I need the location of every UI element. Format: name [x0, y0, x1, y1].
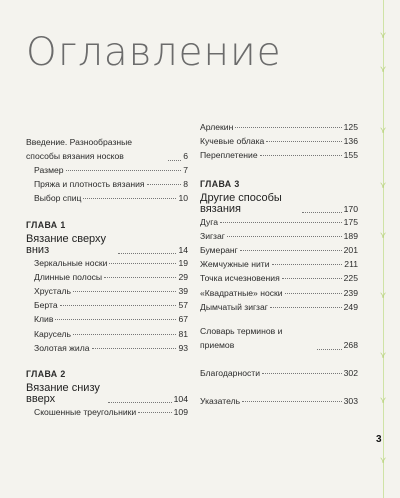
toc-entry-label: Скошенные треугольники: [34, 406, 137, 417]
arrow-icon: ⋎: [379, 64, 387, 74]
toc-entry[interactable]: [200, 324, 358, 352]
toc-entry-page: 81: [178, 328, 188, 339]
toc-entry[interactable]: [200, 286, 358, 300]
leader-dots: [240, 250, 342, 251]
toc-entry-page: 189: [343, 230, 358, 241]
toc-entry-page: 155: [343, 150, 358, 161]
arrow-icon: ⋎: [379, 455, 387, 465]
toc-entry-page: 170: [343, 203, 358, 214]
toc-entry[interactable]: [26, 284, 188, 298]
toc-entry-label: Жемчужные нити: [200, 259, 270, 270]
toc-entry-label: «Квадратные» носки: [200, 287, 283, 298]
leader-dots: [92, 348, 177, 349]
toc-entry-label: Золотая жила: [34, 342, 90, 353]
arrow-icon: ⋎: [379, 290, 387, 300]
toc-entry[interactable]: [26, 298, 188, 312]
leader-dots: [138, 412, 171, 413]
toc-entry[interactable]: [200, 148, 358, 162]
toc-entry-label: Берта: [34, 300, 58, 311]
leader-dots: [104, 277, 176, 278]
toc-entry[interactable]: [26, 177, 188, 191]
toc-entry[interactable]: [26, 405, 188, 419]
toc-entry-label: Зигзаг: [200, 230, 225, 241]
arrow-icon: ⋎: [379, 125, 387, 135]
leader-dots: [282, 278, 342, 279]
page-number: 3: [376, 434, 382, 445]
toc-entry-page: 175: [343, 216, 358, 227]
leader-dots: [55, 319, 176, 320]
toc-entry[interactable]: [200, 394, 358, 408]
chapter-title: Вязание сверху вниз: [26, 232, 107, 256]
toc-entry-label: Указатель: [200, 396, 241, 407]
toc-entry-page: 8: [183, 179, 188, 190]
toc-right-column: [200, 120, 358, 408]
page-title: Оглавление: [26, 30, 282, 75]
chapter-title: Другие способы вязания: [200, 191, 282, 215]
toc-entry-label: Зеркальные носки: [34, 257, 108, 268]
leader-dots: [83, 198, 176, 199]
toc-entry-label: Длинные полосы: [34, 271, 103, 282]
toc-entry[interactable]: [26, 135, 188, 163]
leader-dots: [60, 305, 177, 306]
toc-entry-label: Карусель: [34, 328, 71, 339]
toc-entry-label: Бумеранг: [200, 244, 238, 255]
leader-dots: [73, 334, 176, 335]
leader-dots: [302, 212, 342, 213]
toc-entry-page: 239: [343, 287, 358, 298]
toc-entry[interactable]: [200, 257, 358, 271]
leader-dots: [73, 291, 176, 292]
leader-dots: [317, 349, 342, 350]
chapter-title-entry[interactable]: [200, 191, 358, 215]
toc-entry-label: Переплетение: [200, 150, 258, 161]
toc-entry-page: 14: [178, 244, 188, 255]
toc-entry-label: Размер: [34, 165, 64, 175]
leader-dots: [220, 222, 342, 223]
toc-entry-page: 104: [173, 393, 188, 404]
toc-entry-page: 29: [178, 271, 188, 282]
leader-dots: [66, 170, 182, 171]
toc-entry-label: Словарь терминов и приемов: [200, 325, 283, 350]
toc-entry[interactable]: [200, 215, 358, 229]
leader-dots: [270, 307, 342, 308]
leader-dots: [260, 155, 342, 156]
toc-entry[interactable]: [26, 327, 188, 341]
leader-dots: [118, 253, 176, 254]
chapter-heading: ГЛАВА 3: [200, 178, 240, 189]
toc-entry-label: Кучевые облака: [200, 136, 265, 147]
toc-entry-label: Пряжа и плотность вязания: [34, 179, 145, 190]
toc-entry-label: Хрусталь: [34, 285, 72, 296]
toc-entry-page: 6: [183, 151, 188, 161]
toc-entry-page: 39: [178, 285, 188, 296]
toc-entry-page: 67: [178, 314, 188, 325]
chapter-title: Вязание снизу вверх: [26, 381, 100, 405]
toc-entry[interactable]: [200, 366, 358, 380]
arrow-icon: ⋎: [379, 395, 387, 405]
leader-dots: [272, 264, 343, 265]
chapter-title-entry[interactable]: [26, 232, 188, 256]
leader-dots: [262, 373, 342, 374]
toc-left-column: [26, 135, 188, 419]
arrow-icon: ⋎: [379, 350, 387, 360]
toc-entry-page: 109: [173, 406, 188, 417]
leader-dots: [266, 141, 341, 142]
toc-entry-label: Дымчатый зигзаг: [200, 301, 268, 312]
chapter-heading: ГЛАВА 1: [26, 219, 66, 230]
leader-dots: [168, 160, 181, 161]
toc-entry-page: 249: [343, 301, 358, 312]
arrow-icon: ⋎: [379, 30, 387, 40]
toc-entry-label: Благодарности: [200, 367, 261, 378]
toc-entry[interactable]: [26, 256, 188, 270]
arrow-icon: ⋎: [379, 180, 387, 190]
toc-entry[interactable]: [26, 312, 188, 326]
leader-dots: [227, 236, 342, 237]
toc-entry-label: Введение. Разнообразные способы вязания носков: [26, 137, 133, 161]
toc-entry[interactable]: [26, 341, 188, 355]
toc-entry[interactable]: [200, 134, 358, 148]
toc-entry[interactable]: [200, 229, 358, 243]
toc-entry-label: Точка исчезновения: [200, 273, 280, 284]
decorative-rail: [383, 0, 384, 498]
leader-dots: [285, 293, 342, 294]
leader-dots: [242, 401, 342, 402]
toc-entry-page: 7: [183, 165, 188, 175]
toc-entry-label: Выбор спиц: [34, 193, 82, 204]
leader-dots: [109, 263, 176, 264]
toc-entry[interactable]: [26, 163, 188, 177]
toc-entry[interactable]: [200, 271, 358, 285]
chapter-heading: ГЛАВА 2: [26, 368, 66, 379]
toc-entry-page: 136: [343, 136, 358, 147]
toc-entry[interactable]: [26, 270, 188, 284]
toc-entry-label: Дуга: [200, 216, 219, 227]
toc-entry[interactable]: [200, 300, 358, 314]
leader-dots: [147, 184, 182, 185]
toc-entry-label: Арлекин: [200, 122, 234, 132]
toc-entry-page: 268: [343, 339, 358, 350]
toc-entry[interactable]: [26, 191, 188, 205]
toc-entry-page: 19: [178, 257, 188, 268]
toc-entry[interactable]: [200, 243, 358, 257]
toc-entry-page: 201: [343, 244, 358, 255]
toc-entry-page: 10: [178, 193, 188, 204]
leader-dots: [235, 127, 341, 128]
leader-dots: [108, 402, 172, 403]
toc-entry-page: 93: [178, 342, 188, 353]
toc-entry[interactable]: [200, 120, 358, 134]
toc-entry-page: 303: [343, 396, 358, 407]
toc-entry-page: 125: [343, 122, 358, 132]
arrow-icon: ⋎: [379, 230, 387, 240]
toc-entry-label: Клив: [34, 314, 54, 325]
chapter-title-entry[interactable]: [26, 381, 188, 405]
toc-entry-page: 302: [343, 367, 358, 378]
toc-entry-page: 57: [178, 300, 188, 311]
toc-entry-page: 225: [343, 273, 358, 284]
toc-entry-page: 211: [344, 259, 358, 270]
